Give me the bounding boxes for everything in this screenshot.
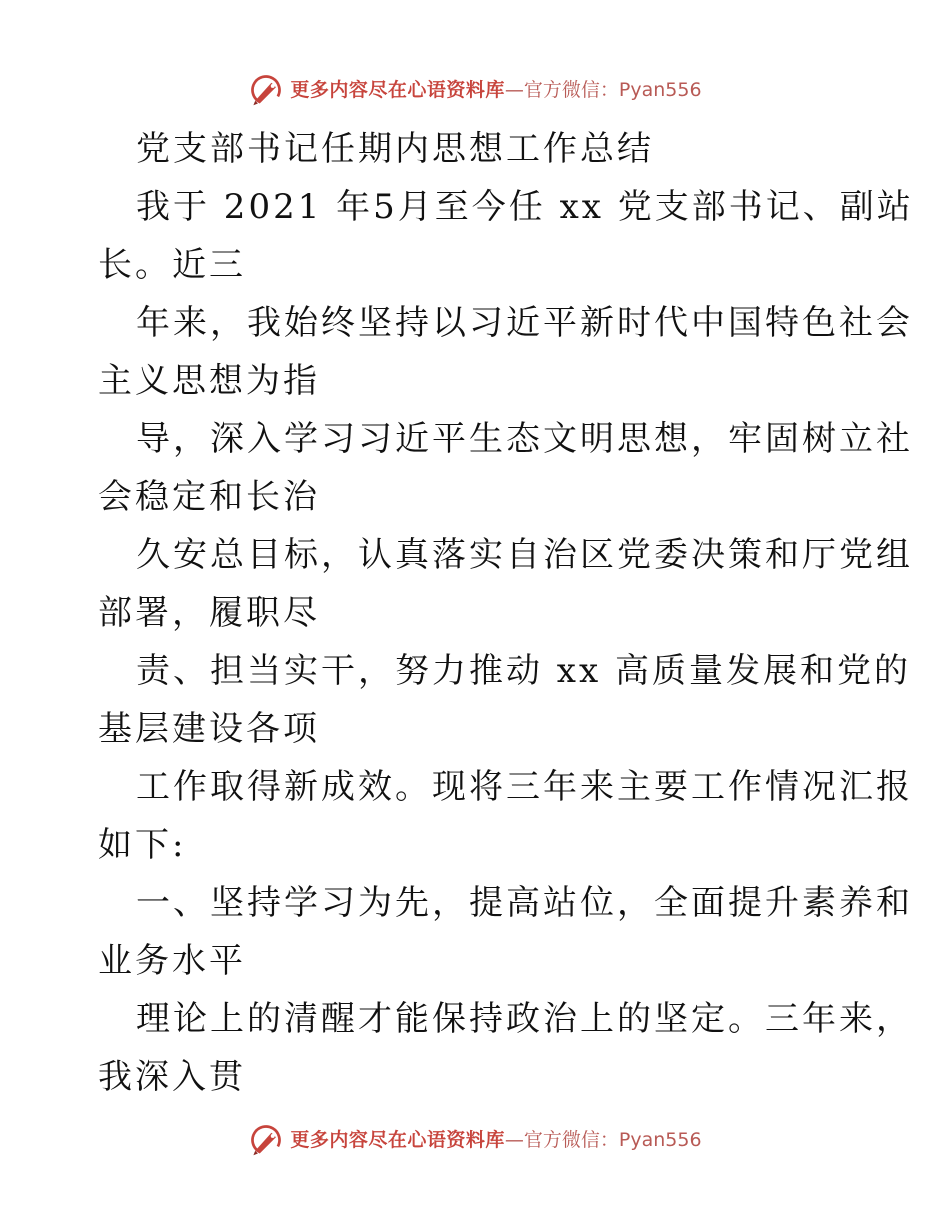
text-line: 责、担当实干，努力推动 xx 高质量发展和党的 [136,651,911,691]
text-line: 我于 2021 年5月至今任 xx 党支部书记、副站 [136,187,914,227]
text-line: 工作取得新成效。现将三年来主要工作情况汇报 [136,767,913,807]
text-line: 我深入贯 [98,1057,246,1097]
text-line: 如下: [98,825,187,865]
pen-nib-logo-icon [248,72,284,108]
watermark-wechat: —官方微信：Pyan556 [504,78,702,101]
text-line: 部署，履职尽 [98,593,320,633]
watermark-site-name: 更多内容尽在心语资料库 [290,78,505,101]
footer-watermark [0,1118,950,1162]
text-line: 年来，我始终坚持以习近平新时代中国特色社会 [136,303,913,343]
text-line: 长。近三 [98,245,246,285]
text-line: 导，深入学习习近平生态文明思想，牢固树立社 [136,419,913,459]
watermark-text [290,78,702,101]
pen-nib-logo-icon [248,1122,284,1158]
text-line: 业务水平 [98,941,246,981]
text-line: 理论上的清醒才能保持政治上的坚定。三年来， [136,999,913,1039]
text-line: 会稳定和长治 [98,477,320,517]
text-line: 久安总目标，认真落实自治区党委决策和厅党组 [136,535,913,575]
document-title: 党支部书记任期内思想工作总结 [136,129,654,169]
text-line: 主义思想为指 [98,361,320,401]
header-watermark [0,68,950,112]
watermark-text [290,1128,702,1151]
watermark-site-name: 更多内容尽在心语资料库 [290,1128,505,1151]
text-line: 基层建设各项 [98,709,320,749]
section-heading: 一、坚持学习为先，提高站位，全面提升素养和 [136,883,913,923]
watermark-wechat: —官方微信：Pyan556 [504,1128,702,1151]
